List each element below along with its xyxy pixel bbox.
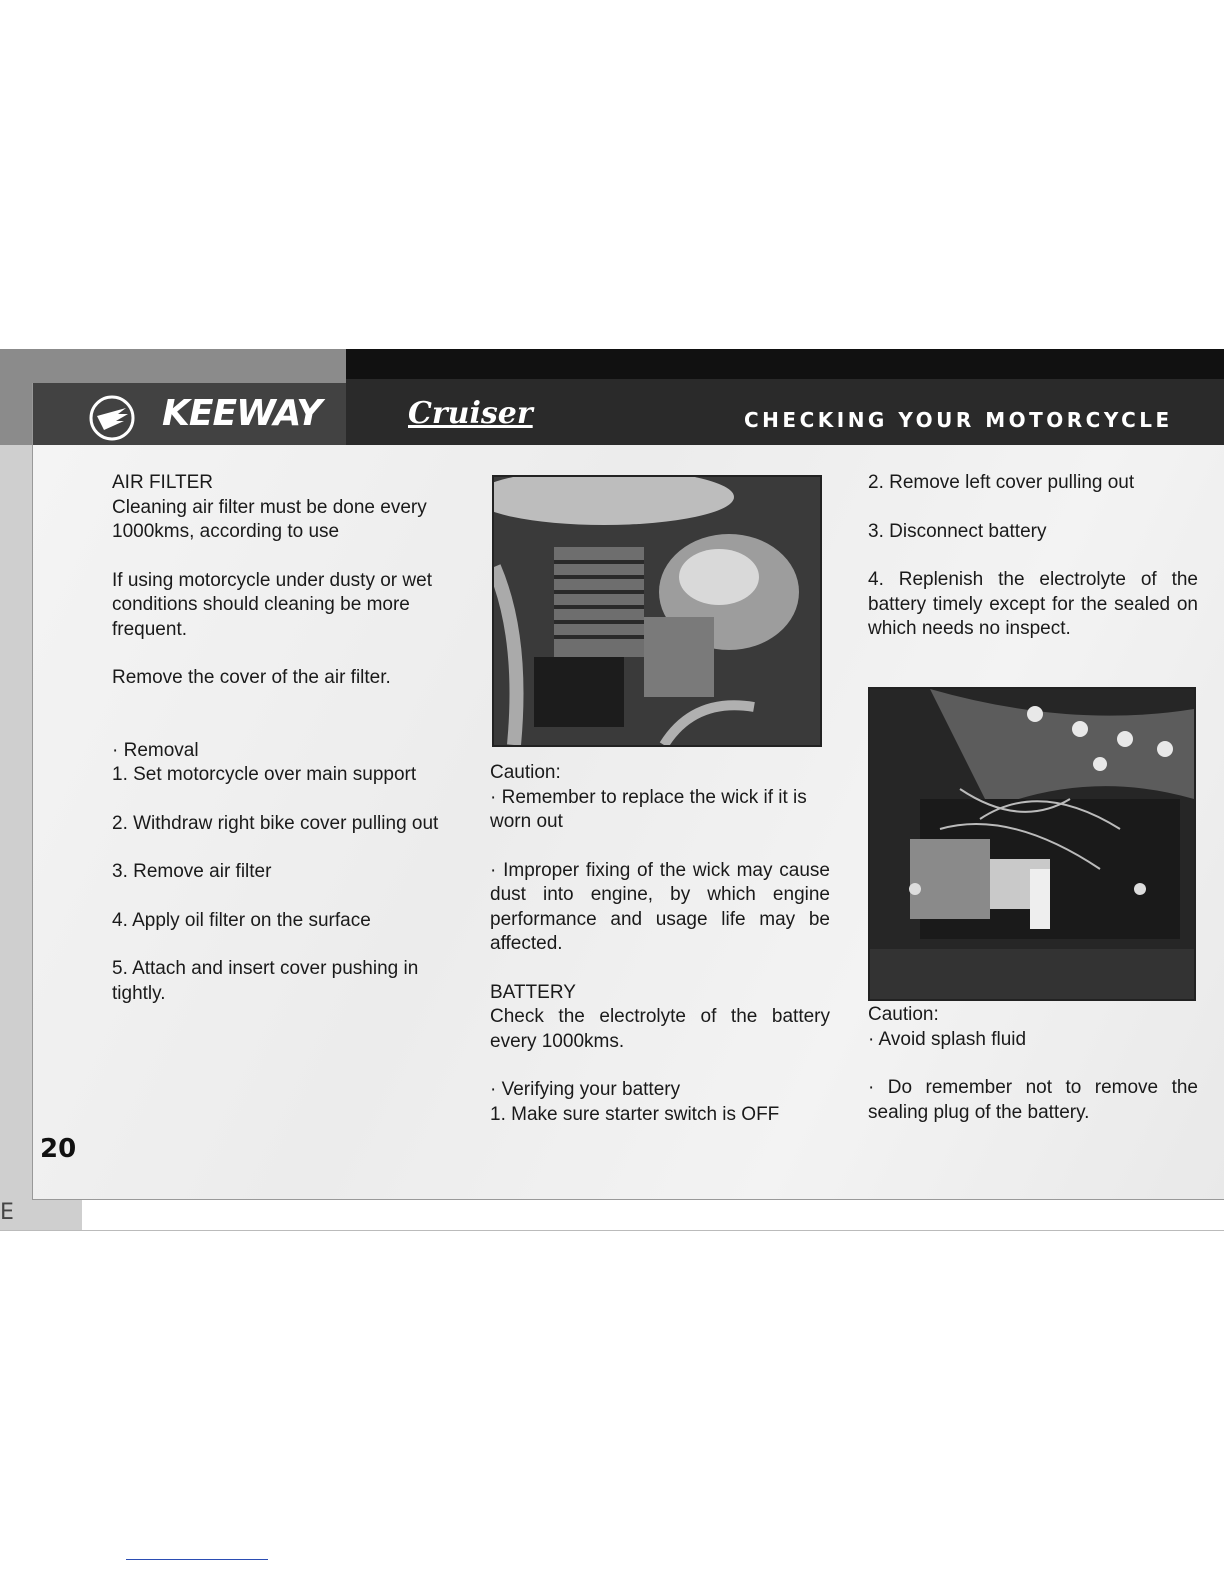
- verify-step-1: 1. Make sure starter switch is OFF: [490, 1103, 780, 1125]
- keeway-logo-icon: [88, 394, 136, 442]
- air-filter-photo: [492, 475, 822, 747]
- battery-photo: [868, 687, 1196, 1001]
- caution-wick-fixing: · Improper fixing of the wick may cause dust into engine, by which engine performance and usage life may be affected.: [490, 859, 830, 954]
- caution-label-1: Caution:: [490, 762, 561, 783]
- battery-illustration: [870, 689, 1194, 999]
- removal-step-3: 3. Remove air filter: [112, 861, 272, 882]
- model-name: Cruiser: [408, 396, 533, 431]
- air-filter-column: [112, 471, 442, 1006]
- air-filter-paragraph-3: Remove the cover of the air filter.: [112, 667, 391, 688]
- section-title: CHECKING YOUR MOTORCYCLE: [744, 408, 1173, 432]
- engine-illustration: [494, 477, 820, 745]
- removal-label: · Removal: [112, 739, 199, 761]
- battery-steps-column: [868, 471, 1198, 642]
- content-left-border: [32, 383, 33, 1199]
- battery-step-4: 4. Replenish the electrolyte of the battery timely except for the sealed on which needs no inspect.: [868, 569, 1198, 639]
- caution-wick-replace: · Remember to replace the wick if it is worn out: [490, 786, 807, 832]
- air-filter-paragraph-1: Cleaning air filter must be done every 1000kms, according to use: [112, 496, 427, 542]
- battery-step-2: 2. Remove left cover pulling out: [868, 472, 1135, 493]
- air-filter-paragraph-2: If using motorcycle under dusty or wet conditions should cleaning be more frequent.: [112, 569, 432, 640]
- removal-step-5: 5. Attach and insert cover pushing in tightly.: [112, 958, 419, 1004]
- header-top-band: [346, 349, 1224, 379]
- battery-paragraph: Check the electrolyte of the battery every 1000kms.: [490, 1006, 830, 1052]
- battery-heading: BATTERY: [490, 981, 576, 1003]
- battery-step-3: 3. Disconnect battery: [868, 520, 1047, 542]
- page-bottom-rule: [0, 1230, 1224, 1231]
- bottom-link-underline: [126, 1559, 268, 1560]
- removal-step-4: 4. Apply oil filter on the surface: [112, 909, 371, 931]
- caution-label-2: Caution:: [868, 1004, 939, 1025]
- content-bottom-border: [32, 1199, 1224, 1200]
- air-filter-heading: AIR FILTER: [112, 472, 213, 493]
- removal-step-1: 1. Set motorcycle over main support: [112, 764, 417, 785]
- caution-sealing-plug: · Do remember not to remove the sealing plug of the battery.: [868, 1077, 1198, 1123]
- caution-splash: · Avoid splash fluid: [868, 1028, 1027, 1050]
- verify-battery-label: · Verifying your battery: [490, 1079, 681, 1100]
- battery-caution-block: [868, 1003, 1198, 1125]
- page-number: 20: [40, 1134, 77, 1164]
- removal-step-2: 2. Withdraw right bike cover pulling out: [112, 812, 439, 834]
- brand-name: KEEWAY: [162, 393, 322, 434]
- edge-letter: E: [0, 1200, 14, 1225]
- battery-column: [490, 761, 830, 1127]
